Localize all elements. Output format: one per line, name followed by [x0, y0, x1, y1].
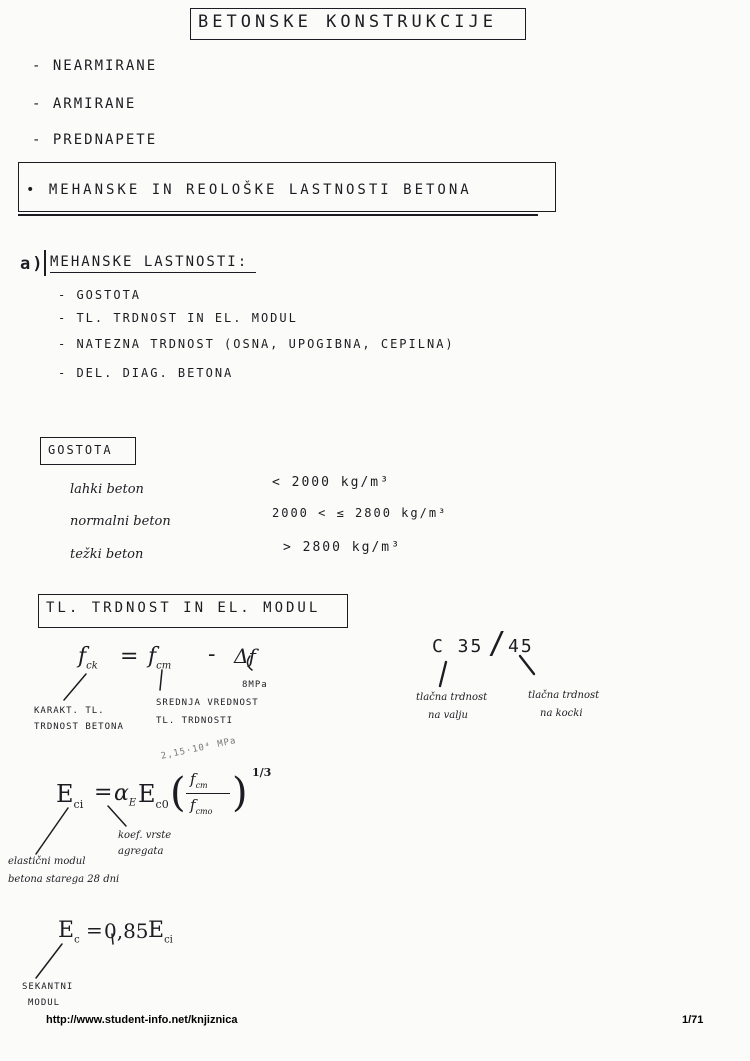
gostota-value: > 2800 kg/m³: [283, 540, 401, 555]
fck-label: TRDNOST BETONA: [34, 722, 124, 732]
alpha-note: koef. vrste: [118, 830, 172, 841]
eci-symbol: $E_{ci}$: [56, 780, 84, 811]
eci-note: elastični modul: [8, 856, 86, 867]
part-a-item: - GOSTOTA: [58, 288, 142, 302]
page-title: BETONSKE KONSTRUKCIJE: [198, 12, 497, 32]
fck-symbol: $f_{ck}$: [78, 644, 98, 672]
part-a-marker: a): [20, 254, 45, 274]
fck-equals: =: [120, 644, 139, 669]
alpha-note: agregata: [118, 846, 164, 857]
gostota-label: lahki beton: [70, 482, 144, 497]
ec-equals: =: [86, 918, 103, 942]
eci-paren-left: (: [170, 770, 186, 816]
fcm-label: TL. TRDNOSTI: [156, 716, 234, 726]
gostota-value: < 2000 kg/m³: [272, 475, 390, 490]
type-item: - NEARMIRANE: [32, 58, 158, 74]
eci-paren-right: ): [232, 770, 248, 816]
part-a-heading: MEHANSKE LASTNOSTI:: [50, 254, 249, 270]
footer-page-number: 1/71: [682, 1014, 704, 1026]
part-a-item: - DEL. DIAG. BETONA: [58, 366, 234, 380]
eci-denominator: $f_{cmo}$: [190, 796, 213, 816]
delta-f-note: 8MPa: [242, 680, 268, 690]
type-item: - PREDNAPETE: [32, 132, 158, 148]
eci-numerator: $f_{cm}$: [190, 770, 208, 790]
gostota-value: 2000 < ≤ 2800 kg/m³: [272, 506, 448, 520]
fck-minus: -: [208, 642, 216, 667]
eci-note: betona starega 28 dni: [8, 874, 120, 885]
footer-url[interactable]: http://www.student-info.net/knjiznica: [46, 1014, 238, 1026]
trdnost-heading: TL. TRDNOST IN EL. MODUL: [46, 600, 321, 616]
part-a-item: - TL. TRDNOST IN EL. MODUL: [58, 311, 298, 325]
fcm-symbol: $f_{cm}$: [148, 644, 172, 672]
gostota-heading: GOSTOTA: [48, 443, 113, 457]
delta-f: Δf: [234, 644, 256, 668]
class-right-note: na kocki: [540, 708, 583, 719]
fcm-label: SREDNJA VREDNOST: [156, 698, 259, 708]
class-left-note: na valju: [428, 710, 468, 721]
class-left-note: tlačna trdnost: [416, 692, 488, 703]
concrete-class-left: C 35: [432, 636, 484, 657]
section-title: • MEHANSKE IN REOLOŠKE LASTNOSTI BETONA: [26, 182, 472, 198]
ec0-symbol: $E_{c0}$: [138, 780, 169, 811]
ec-eci-symbol: $E_{ci}$: [148, 918, 173, 946]
part-a-item: - NATEZNA TRDNOST (OSNA, UPOGIBNA, CEPILNA): [58, 337, 455, 351]
gostota-label: težki beton: [70, 547, 144, 562]
fck-label: KARAKT. TL.: [34, 706, 105, 716]
alpha-e: $\alpha_E$: [114, 781, 137, 809]
ec-note: MODUL: [28, 998, 61, 1008]
ec-value: 0,85: [104, 919, 149, 943]
class-right-note: tlačna trdnost: [528, 690, 600, 701]
eci-equals: =: [94, 780, 113, 805]
ec0-note: 2,15·10⁴ MPa: [160, 735, 238, 762]
concrete-class-slash: /: [488, 626, 507, 661]
ec-note: SEKANTNI: [22, 982, 74, 992]
gostota-label: normalni beton: [70, 514, 171, 529]
type-item: - ARMIRANE: [32, 96, 137, 112]
ec-symbol: $E_c$: [58, 918, 80, 946]
eci-exponent: 1/3: [252, 766, 272, 779]
concrete-class-right: 45: [508, 636, 534, 657]
